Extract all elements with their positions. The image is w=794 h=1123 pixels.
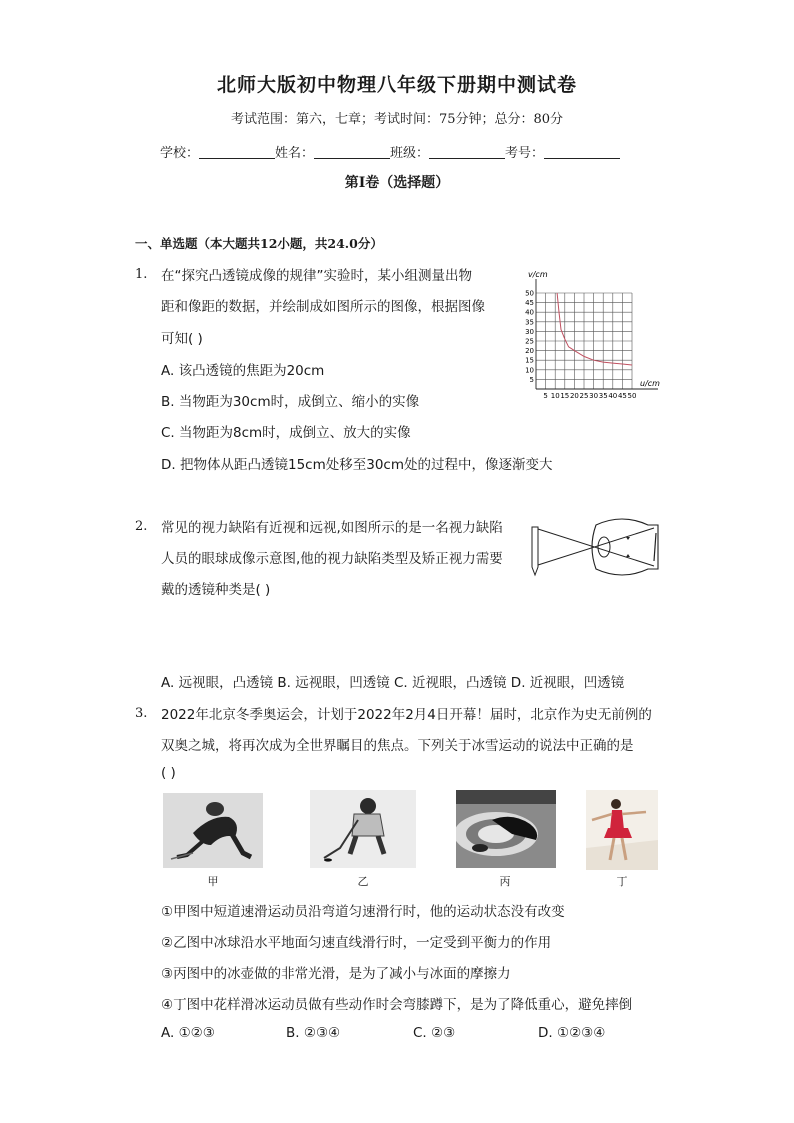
q3-option-c[interactable]: C. ②③	[413, 1025, 456, 1041]
curling-image	[456, 790, 556, 868]
y-axis-label: v/cm	[528, 270, 548, 279]
q2-options[interactable]: A. 远视眼，凸透镜 B. 远视眼，凹透镜 C. 近视眼，凸透镜 D. 近视眼，凹透镜	[161, 675, 625, 691]
x-tick-label: 15	[560, 392, 570, 400]
class-blank[interactable]	[429, 145, 505, 159]
y-tick-label: 50	[525, 289, 534, 298]
eye-diagram	[530, 515, 664, 579]
y-tick-label: 40	[525, 308, 534, 317]
x-tick-label: 30	[589, 392, 599, 400]
q3-statement-4: ④丁图中花样滑冰运动员做有些动作时会弯膝蹲下，是为了降低重心，避免摔倒	[161, 997, 633, 1013]
y-tick-label: 20	[525, 347, 534, 356]
y-tick-label: 45	[525, 299, 534, 308]
q1-option-b[interactable]: B. 当物距为30cm时，成倒立、缩小的实像	[161, 394, 420, 410]
ice-hockey-image	[310, 790, 416, 868]
x-tick-label: 10	[550, 392, 560, 400]
image-caption-3: 丙	[499, 875, 511, 888]
q2-stem-line1: 常见的视力缺陷有近视和远视,如图所示的是一名视力缺陷	[161, 520, 503, 536]
chart-axes	[536, 279, 658, 389]
y-tick-label: 10	[525, 366, 534, 375]
volume-heading: 第Ⅰ卷（选择题）	[344, 175, 450, 191]
q1-number: 1.	[135, 267, 148, 282]
y-tick-label: 30	[525, 327, 534, 336]
q3-statement-1: ①甲图中短道速滑运动员沿弯道匀速滑行时，他的运动状态没有改变	[161, 904, 565, 920]
school-label: 学校：	[160, 146, 200, 161]
x-axis-label: u/cm	[640, 379, 660, 388]
student-info-row	[160, 142, 620, 161]
x-tick-label: 5	[543, 392, 548, 400]
school-blank[interactable]	[199, 145, 275, 159]
x-tick-label: 50	[627, 392, 637, 400]
q3-option-d[interactable]: D. ①②③④	[538, 1025, 606, 1041]
y-tick-label: 15	[525, 356, 534, 365]
q1-option-d[interactable]: D. 把物体从距凸透镜15cm处移至30cm处的过程中，像逐渐变大	[161, 457, 553, 473]
speed-skater-image	[163, 793, 263, 868]
q3-number: 3.	[135, 706, 148, 721]
figure-skater-image	[586, 790, 658, 870]
number-label: 考号：	[505, 146, 545, 161]
page-title: 北师大版初中物理八年级下册期中测试卷	[216, 74, 577, 96]
image-caption-4: 丁	[616, 875, 628, 888]
q1-stem-line1: 在“探究凸透镜成像的规律”实验时，某小组测量出物	[161, 268, 472, 284]
q1-chart	[510, 262, 670, 404]
q3-statement-2: ②乙图中冰球沿水平地面匀速直线滑行时，一定受到平衡力的作用	[161, 935, 552, 951]
number-blank[interactable]	[544, 145, 620, 159]
section-heading: 一、单选题（本大题共12小题，共24.0分）	[135, 236, 383, 251]
name-blank[interactable]	[314, 145, 390, 159]
q3-statement-3: ③丙图中的冰壶做的非常光滑，是为了减小与冰面的摩擦力	[161, 966, 511, 982]
q3-stem-line1: 2022年北京冬季奥运会，计划于2022年2月4日开幕！届时，北京作为史无前例的	[161, 707, 652, 723]
x-tick-label: 40	[608, 392, 618, 400]
x-tick-label: 45	[617, 392, 627, 400]
y-tick-label: 5	[529, 375, 534, 384]
image-caption-2: 乙	[357, 875, 369, 888]
y-tick-label: 35	[525, 318, 534, 327]
q1-option-c[interactable]: C. 当物距为8cm时，成倒立、放大的实像	[161, 425, 411, 441]
q1-option-a[interactable]: A. 该凸透镜的焦距为20cm	[161, 363, 325, 379]
exam-info: 考试范围：第六，七章；考试时间：75分钟；总分：80分	[230, 112, 564, 127]
q1-stem-line2: 距和像距的数据，并绘制成如图所示的图像，根据图像	[161, 299, 485, 315]
x-tick-label: 20	[569, 392, 579, 400]
chart-grid	[536, 293, 632, 389]
image-caption-1: 甲	[207, 875, 219, 888]
q2-stem-line2: 人员的眼球成像示意图,他的视力缺陷类型及矫正视力需要	[161, 551, 503, 567]
q2-number: 2.	[135, 519, 148, 534]
chart-ticks	[525, 290, 636, 401]
name-label: 姓名：	[275, 146, 315, 161]
q3-option-a[interactable]: A. ①②③	[161, 1025, 215, 1041]
series-line	[557, 293, 632, 365]
q3-stem-line3: ( )	[161, 765, 176, 781]
q2-stem-line3: 戴的透镜种类是( )	[161, 582, 271, 598]
q3-option-b[interactable]: B. ②③④	[286, 1025, 341, 1041]
q3-stem-line2: 双奥之城，将再次成为全世界瞩目的焦点。下列关于冰雪运动的说法中正确的是	[161, 738, 634, 754]
q1-stem-line3: 可知( )	[161, 331, 203, 347]
x-tick-label: 35	[598, 392, 608, 400]
x-tick-label: 25	[579, 392, 589, 400]
class-label: 班级：	[390, 146, 430, 161]
y-tick-label: 25	[525, 337, 534, 346]
